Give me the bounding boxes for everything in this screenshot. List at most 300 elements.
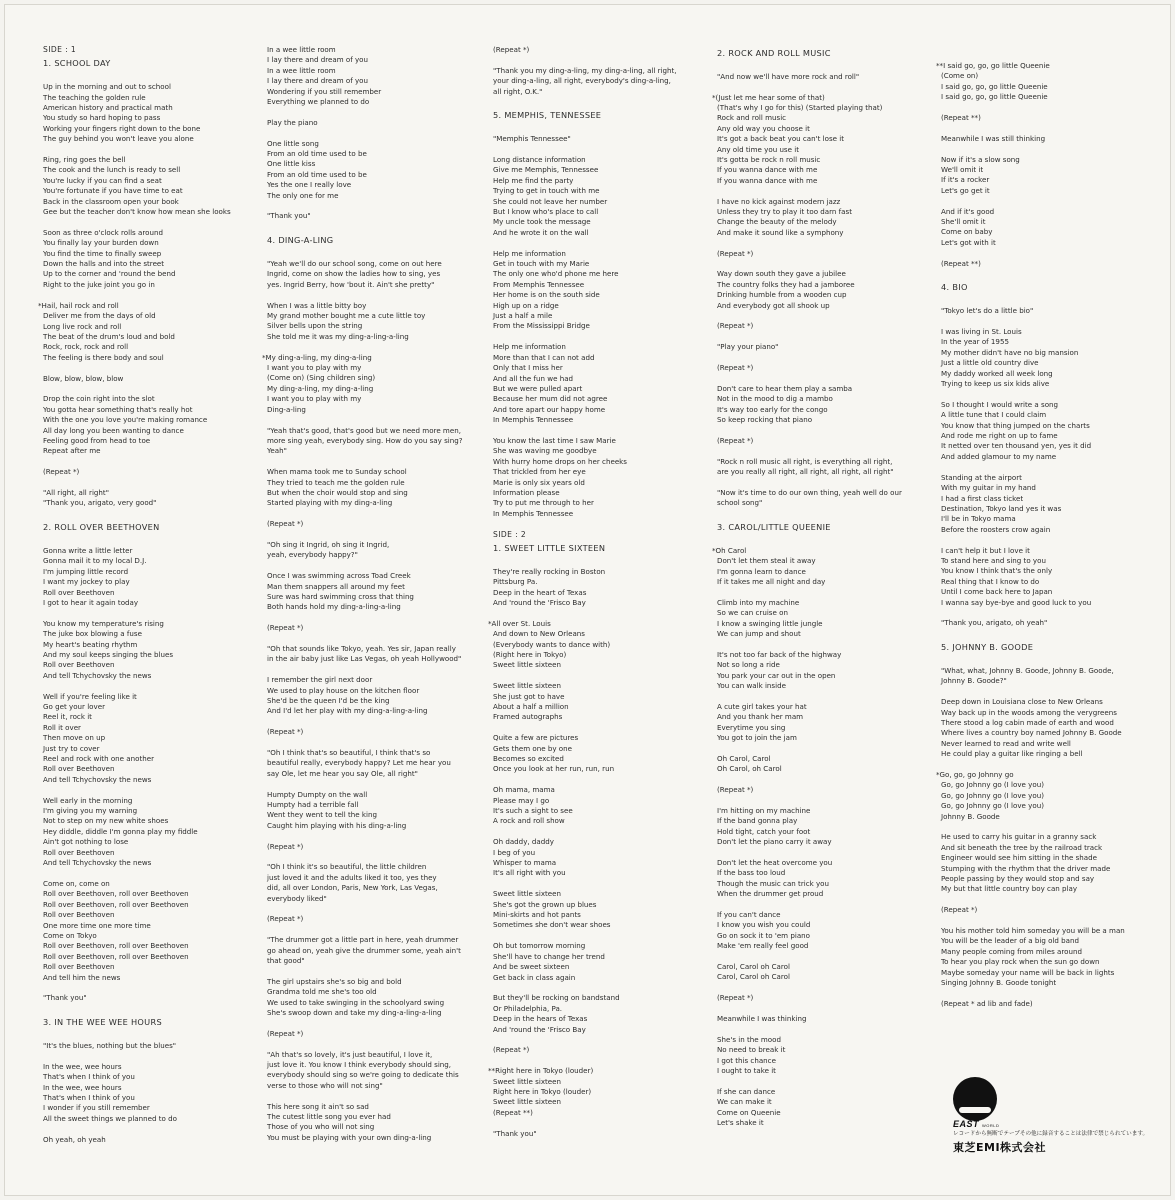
lyric-line: To stand here and sing to you bbox=[941, 555, 1046, 565]
lyric-line: Soon as three o'clock rolls around bbox=[43, 227, 163, 237]
lyric-line: Roll over Beethoven bbox=[43, 962, 115, 972]
lyric-line: And make it sound like a symphony bbox=[717, 227, 844, 237]
lyric-line: Johnny B. Goode bbox=[941, 811, 1000, 821]
blank-line bbox=[267, 1091, 481, 1101]
lyric-line: "Oh sing it Ingrid, oh sing it Ingrid, bbox=[267, 539, 390, 549]
lyric-line: "Thank you my ding-a-ling, my ding-a-ling, all right, bbox=[493, 65, 677, 75]
blank-line bbox=[717, 332, 933, 342]
blank-line bbox=[267, 665, 481, 675]
lyric-line: Climb into my machine bbox=[717, 597, 800, 607]
lyric-line: (Repeat *) bbox=[717, 248, 754, 258]
lyric-line: I lay there and dream of you bbox=[267, 55, 369, 65]
lyric-line: American history and practical math bbox=[43, 103, 173, 113]
lyric-line: A little tune that I could claim bbox=[941, 410, 1047, 420]
lyric-line: Oh mama, mama bbox=[493, 785, 555, 795]
lyric-line: Way down south they gave a jubilee bbox=[717, 269, 846, 279]
lyric-line: And he wrote it on the wall bbox=[493, 227, 589, 237]
lyric-line: I wonder if you still remember bbox=[43, 1103, 150, 1113]
blank-line bbox=[941, 144, 1157, 154]
lyric-line: You gotta hear something that's really hot bbox=[43, 404, 193, 414]
lyric-line: Working your fingers right down to the bone bbox=[43, 123, 201, 133]
lyric-line: Well early in the morning bbox=[43, 795, 133, 805]
lyric-line: "Thank you, arigato, oh yeah" bbox=[941, 618, 1048, 628]
lyric-line: And 'round the 'Frisco Bay bbox=[493, 1024, 586, 1034]
blank-line bbox=[43, 457, 255, 467]
lyric-line: It's all right with you bbox=[493, 868, 566, 878]
lyric-line: (Repeat *) bbox=[267, 519, 304, 529]
lyric-line: Both hands hold my ding-a-ling-a-ling bbox=[267, 602, 401, 612]
lyric-line: Real thing that I know to do bbox=[941, 576, 1040, 586]
blank-line bbox=[267, 1018, 481, 1028]
blank-line bbox=[717, 796, 933, 806]
lyric-line: (That's why I go for this) (Started playing that) bbox=[717, 103, 883, 112]
lyric-line: You can walk inside bbox=[717, 681, 786, 691]
blank-line bbox=[267, 457, 481, 467]
lyric-line: (Repeat *) bbox=[267, 914, 304, 924]
blank-line bbox=[267, 342, 481, 352]
blank-line bbox=[493, 97, 707, 107]
blank-line bbox=[941, 535, 1157, 545]
lyric-line: Roll over Beethoven bbox=[43, 764, 115, 774]
blank-line bbox=[941, 269, 1157, 279]
lyric-line: (Repeat *) bbox=[717, 993, 754, 1003]
lyric-line: Or Philadelphia, Pa. bbox=[493, 1003, 563, 1013]
lyric-line: Mini-skirts and hot pants bbox=[493, 910, 581, 920]
lyric-line: **Right here in Tokyo (louder) bbox=[488, 1066, 594, 1076]
lyric-line: Trying to keep us six kids alive bbox=[941, 379, 1050, 389]
lyric-line: "What, what, Johnny B. Goode, Johnny B. Goode, bbox=[941, 665, 1114, 675]
lyric-line: And if it's good bbox=[941, 206, 995, 216]
lyric-line: I know you wish you could bbox=[717, 920, 811, 930]
lyric-line: She'll omit it bbox=[941, 217, 986, 227]
blank-line bbox=[717, 425, 933, 435]
lyric-line: Get in touch with my Marie bbox=[493, 259, 590, 269]
lyric-line: From the Mississippi Bridge bbox=[493, 321, 590, 331]
lyric-line: She'll have to change her trend bbox=[493, 951, 605, 961]
lyric-line: In the year of 1955 bbox=[941, 337, 1009, 347]
lyric-line: Feeling good from head to toe bbox=[43, 435, 151, 445]
lyric-line: Ring, ring goes the bell bbox=[43, 155, 126, 165]
blank-line bbox=[43, 536, 255, 546]
lyric-line: (Come on) (Sing children sing) bbox=[267, 373, 376, 383]
lyric-line: Those of you who will not sing bbox=[267, 1122, 375, 1132]
blank-line bbox=[43, 608, 255, 618]
side-label: SIDE : 1 bbox=[43, 45, 77, 54]
lyric-line: Yeah" bbox=[267, 446, 287, 456]
lyric-line: In Memphis Tennessee bbox=[493, 508, 574, 518]
lyric-line: in the air baby just like Las Vegas, oh yeah Hollywood" bbox=[267, 654, 462, 664]
lyric-line: We used to play house on the kitchen floor bbox=[267, 685, 420, 695]
lyric-line: Oh but tomorrow morning bbox=[493, 941, 586, 951]
blank-line bbox=[267, 831, 481, 841]
lyric-line: Right to the juke joint you go in bbox=[43, 279, 155, 289]
lyric-line: We can make it bbox=[717, 1097, 772, 1107]
lyric-line: High up on a ridge bbox=[493, 300, 559, 310]
lyric-line: The juke box blowing a fuse bbox=[43, 629, 142, 639]
lyric-line: (Repeat * ad lib and fade) bbox=[941, 998, 1033, 1008]
blank-line bbox=[941, 988, 1157, 998]
lyric-line: your ding-a-ling, all right, everybody's ding-a-ling, bbox=[493, 76, 671, 86]
blank-line bbox=[43, 290, 255, 300]
song-title: 5. JOHNNY B. GOODE bbox=[941, 642, 1034, 653]
lyric-line: Play the piano bbox=[267, 117, 318, 127]
blank-line bbox=[717, 775, 933, 785]
lyric-line: Rock, rock, rock and roll bbox=[43, 342, 129, 352]
lyric-line: There stood a log cabin made of earth and wood bbox=[941, 717, 1114, 727]
lyric-line: The feeling is there body and soul bbox=[43, 352, 164, 362]
lyrics-column-2 bbox=[262, 45, 481, 1143]
blank-line bbox=[941, 462, 1157, 472]
lyric-line: yeah, everybody happy?" bbox=[267, 550, 358, 560]
lyric-line: Gonna write a little letter bbox=[43, 545, 133, 555]
lyric-line: Hey diddle, diddle I'm gonna play my fiddle bbox=[43, 826, 198, 836]
lyric-line: Whisper to mama bbox=[493, 858, 557, 868]
lyric-line: Started playing with my ding-a-ling bbox=[267, 498, 393, 508]
lyric-line: Ingrid, come on show the ladies how to sing, yes bbox=[267, 269, 441, 279]
lyric-line: I said go, go, go little Queenie bbox=[941, 92, 1048, 102]
lyric-line: "Thank you" bbox=[267, 211, 311, 221]
blank-line bbox=[717, 259, 933, 269]
lyric-line: *Hail, hail rock and roll bbox=[38, 300, 119, 310]
lyric-line: Well if you're feeling like it bbox=[43, 691, 137, 701]
blank-line bbox=[941, 389, 1157, 399]
lyric-line: You got to join the jam bbox=[717, 733, 797, 743]
blank-line bbox=[941, 916, 1157, 926]
lyric-line: You must be playing with your own ding-a-ling bbox=[267, 1132, 432, 1142]
lyric-line: My uncle took the message bbox=[493, 217, 591, 227]
lyric-line: But I know who's place to call bbox=[493, 207, 599, 217]
blank-line bbox=[493, 671, 707, 681]
lyric-line: The cook and the lunch is ready to sell bbox=[43, 165, 181, 175]
lyric-line: Come on, come on bbox=[43, 878, 110, 888]
blank-line bbox=[267, 925, 481, 935]
lyric-line: About a half a million bbox=[493, 702, 569, 712]
blank-line bbox=[717, 640, 933, 650]
lyric-line: Oh yeah, oh yeah bbox=[43, 1134, 106, 1144]
blank-line bbox=[717, 446, 933, 456]
song-title: 2. ROLL OVER BEETHOVEN bbox=[43, 522, 160, 533]
blank-line bbox=[941, 196, 1157, 206]
lyric-line: Singing Johnny B. Goode tonight bbox=[941, 978, 1057, 988]
lyric-line: *All over St. Louis bbox=[488, 618, 551, 628]
lyric-line: Wondering if you still remember bbox=[267, 86, 382, 96]
lyric-line: Deep in the heart of Texas bbox=[493, 587, 587, 597]
lyric-line: And tore apart our happy home bbox=[493, 404, 606, 414]
lyric-line: "The drummer got a little part in here, yeah drummer bbox=[267, 935, 459, 945]
lyric-line: (Repeat *) bbox=[267, 727, 304, 737]
label-brand-name: EAST bbox=[953, 1119, 980, 1129]
lyric-line: Don't let the heat overcome you bbox=[717, 857, 833, 867]
lyric-line: And be sweet sixteen bbox=[493, 962, 570, 972]
lyric-line: Caught him playing with his ding-a-ling bbox=[267, 820, 407, 830]
lyric-line: In the wee, wee hours bbox=[43, 1061, 122, 1071]
lyric-line: I'm giving you my warning bbox=[43, 806, 138, 816]
lyric-line: "It's the blues, nothing but the blues" bbox=[43, 1040, 177, 1050]
lyric-line: Go, go Johnny go (I love you) bbox=[941, 780, 1044, 790]
blank-line bbox=[941, 687, 1157, 697]
blank-line bbox=[267, 738, 481, 748]
lyric-line: Roll over Beethoven bbox=[43, 587, 115, 597]
blank-line bbox=[493, 519, 707, 529]
lyrics-column-3 bbox=[488, 45, 707, 1139]
blank-line bbox=[493, 827, 707, 837]
lyric-line: You will be the leader of a big old band bbox=[941, 936, 1080, 946]
blank-line bbox=[717, 744, 933, 754]
lyric-line: I have no kick against modern jazz bbox=[717, 196, 841, 206]
lyric-line: If you wanna dance with me bbox=[717, 175, 818, 185]
lyric-line: Everytime you sing bbox=[717, 722, 786, 732]
lyric-line: You're lucky if you can find a seat bbox=[43, 175, 162, 185]
song-title: 2. ROCK AND ROLL MUSIC bbox=[717, 48, 831, 58]
blank-line bbox=[717, 900, 933, 910]
lyric-line: Let's go get it bbox=[941, 185, 990, 195]
lyric-line: It's way too early for the congo bbox=[717, 404, 828, 414]
lyric-line: And tell Tchychovsky the news bbox=[43, 858, 152, 868]
lyric-line: Silver bells upon the string bbox=[267, 321, 363, 331]
lyric-line: One more time one more time bbox=[43, 920, 151, 930]
lyric-line: "All right, all right" bbox=[43, 487, 109, 497]
lyric-line: If the bass too loud bbox=[717, 868, 786, 878]
blank-line bbox=[493, 426, 707, 436]
lyric-line: Go, go Johnny go (I love you) bbox=[941, 790, 1044, 800]
lyric-line: Hold tight, catch your foot bbox=[717, 826, 811, 836]
lyric-line: You know the last time I saw Marie bbox=[493, 435, 616, 445]
lyric-line: Johnny B. Goode?" bbox=[941, 676, 1007, 686]
lyric-line: I wanna say bye-bye and good luck to you bbox=[941, 597, 1092, 607]
blank-line bbox=[493, 608, 707, 618]
blank-line bbox=[267, 107, 481, 117]
lyric-line: "And now we'll have more rock and roll" bbox=[717, 71, 860, 81]
lyric-line: I'm hitting on my machine bbox=[717, 805, 811, 815]
lyric-line: Humpty Dumpty on the wall bbox=[267, 789, 368, 799]
lyric-line: (Repeat *) bbox=[267, 1028, 304, 1038]
lyric-line: Everything we planned to do bbox=[267, 97, 370, 107]
lyric-line: Come on Queenie bbox=[717, 1107, 781, 1117]
lyric-line: more sing yeah, everybody sing. How do you say sing? bbox=[267, 435, 463, 445]
lyric-line: Roll over Beethoven bbox=[43, 660, 115, 670]
blank-line bbox=[267, 613, 481, 623]
lyrics-column-4 bbox=[712, 45, 933, 1128]
lyric-line: Her home is on the south side bbox=[493, 290, 600, 300]
blank-line bbox=[717, 588, 933, 598]
blank-line bbox=[717, 952, 933, 962]
lyric-line: Deep in the hears of Texas bbox=[493, 1014, 588, 1024]
lyric-line: (Everybody wants to dance with) bbox=[493, 639, 611, 649]
lyric-line: Marie is only six years old bbox=[493, 477, 585, 487]
blank-line bbox=[493, 1035, 707, 1045]
lyric-line: I was living in St. Louis bbox=[941, 327, 1022, 337]
lyric-line: My heart's beating rhythm bbox=[43, 639, 138, 649]
blank-line bbox=[43, 868, 255, 878]
label-brand bbox=[953, 1119, 999, 1129]
lyric-line: To hear you play rock when the sun go down bbox=[941, 957, 1100, 967]
lyric-line: And sit beneath the tree by the railroad track bbox=[941, 842, 1103, 852]
lyric-line: Up to the corner and 'round the bend bbox=[43, 269, 176, 279]
lyric-line: Reel it, rock it bbox=[43, 712, 92, 722]
lyric-line: From an old time used to be bbox=[267, 169, 367, 179]
lyric-line: go ahead on, yeah give the drummer some, yeah ain't bbox=[267, 945, 461, 955]
lyric-line: Before the roosters crow again bbox=[941, 524, 1051, 534]
blank-line bbox=[43, 363, 255, 373]
blank-line bbox=[267, 779, 481, 789]
lyric-line: Change the beauty of the melody bbox=[717, 217, 837, 227]
lyric-line: Maybe someday your name will be back in lights bbox=[941, 967, 1115, 977]
lyric-line: did, all over London, Paris, New York, Las Vegas, bbox=[267, 883, 438, 893]
lyric-line: All the sweet things we planned to do bbox=[43, 1113, 177, 1123]
blank-line bbox=[267, 530, 481, 540]
blank-line bbox=[717, 1004, 933, 1014]
lyric-line: "Ah that's so lovely, it's just beautiful, I love it, bbox=[267, 1049, 433, 1059]
lyrics-column-1 bbox=[38, 45, 255, 1145]
blank-line bbox=[267, 128, 481, 138]
blank-line bbox=[717, 61, 933, 71]
lyric-line: Roll over Beethoven, roll over Beethoven bbox=[43, 951, 189, 961]
lyric-line: The country folks they had a jamboree bbox=[717, 279, 855, 289]
lyric-line: It's gotta be rock n roll music bbox=[717, 155, 821, 165]
lyric-line: Becomes so excited bbox=[493, 754, 564, 764]
blank-line bbox=[941, 103, 1157, 113]
lyric-line: just loved it and the adults liked it too, yes they bbox=[267, 872, 437, 882]
lyric-line: I beg of you bbox=[493, 847, 536, 857]
lyric-line: Meanwhile I was thinking bbox=[717, 1013, 807, 1023]
blank-line bbox=[267, 1039, 481, 1049]
lyric-line: verse to those who will not sing" bbox=[267, 1080, 383, 1090]
lyric-line: And my soul keeps singing the blues bbox=[43, 649, 174, 659]
lyric-line: "Tokyo let's do a little bio" bbox=[941, 306, 1034, 316]
lyric-line: She'd be the queen I'd be the king bbox=[267, 695, 390, 705]
lyric-line: "Thank you, arigato, very good" bbox=[43, 498, 157, 508]
lyric-line: Long distance information bbox=[493, 155, 586, 164]
lyric-line: You park your car out in the open bbox=[717, 670, 836, 680]
lyric-line: Once I was swimming across Toad Creek bbox=[267, 571, 411, 581]
blank-line bbox=[267, 852, 481, 862]
lyric-line: When the drummer get proud bbox=[717, 889, 824, 899]
lyric-line: But when the choir would stop and sing bbox=[267, 487, 408, 497]
blank-line bbox=[493, 879, 707, 889]
lyric-line: everybody should sing so we're going to dedicate this bbox=[267, 1070, 459, 1080]
lyric-line: That trickled from her eye bbox=[493, 467, 586, 477]
lyric-line: Went they went to tell the king bbox=[267, 810, 377, 820]
lyric-line: say Ole, let me hear you say Ole, all right" bbox=[267, 768, 418, 778]
lyric-line: Help me information bbox=[493, 248, 566, 258]
lyric-line: We used to take swinging in the schoolyard swing bbox=[267, 997, 445, 1007]
song-title: 4. DING-A-LING bbox=[267, 235, 334, 246]
song-title: 1. SCHOOL DAY bbox=[43, 58, 111, 69]
lyric-line: That's when I think of you bbox=[43, 1072, 135, 1082]
lyric-line: Ding-a-ling bbox=[267, 404, 306, 414]
side-label: SIDE : 2 bbox=[493, 529, 527, 539]
lyric-line: Until I come back here to Japan bbox=[941, 587, 1053, 597]
blank-line bbox=[493, 55, 707, 65]
lyric-line: And tell Tchychovsky the news bbox=[43, 774, 152, 784]
lyric-line: Sweet little sixteen bbox=[493, 1097, 562, 1107]
lyric-line: Down the halls and into the street bbox=[43, 259, 165, 269]
lyric-line: Quite a few are pictures bbox=[493, 733, 579, 743]
lyric-line: school song" bbox=[717, 498, 763, 508]
lyric-line: Gets them one by one bbox=[493, 743, 573, 753]
lyric-line: I said go, go, go little Queenie bbox=[941, 81, 1048, 91]
lyric-line: Roll over Beethoven, roll over Beethoven bbox=[43, 941, 189, 951]
lyric-line: Humpty had a terrible fall bbox=[267, 799, 359, 809]
lyric-line: Only that I miss her bbox=[493, 363, 563, 373]
blank-line bbox=[493, 332, 707, 342]
lyric-line: I know a swinging little jungle bbox=[717, 618, 823, 628]
lyric-line: The only one who'd phone me here bbox=[493, 269, 619, 279]
song-title: 4. BIO bbox=[941, 282, 968, 293]
lyric-line: When mama took me to Sunday school bbox=[267, 467, 407, 477]
lyric-line: Carol, Carol oh Carol bbox=[717, 961, 790, 971]
lyric-line: My ding-a-ling, my ding-a-ling bbox=[267, 383, 374, 393]
lyric-line: If you can't dance bbox=[717, 909, 781, 919]
blank-line bbox=[717, 82, 933, 92]
blank-line bbox=[717, 509, 933, 519]
lyric-line: "Thank you" bbox=[43, 993, 87, 1003]
lyric-line: "Oh I think that's so beautiful, I think that's so bbox=[267, 747, 431, 757]
blank-line bbox=[717, 353, 933, 363]
blank-line bbox=[941, 123, 1157, 133]
lyric-line: Go get your lover bbox=[43, 702, 105, 711]
lyric-line: Sometimes she don't wear shoes bbox=[493, 920, 611, 930]
lyric-line: (Repeat *) bbox=[717, 435, 754, 445]
lyric-line: And down to New Orleans bbox=[493, 629, 585, 639]
blank-line bbox=[941, 317, 1157, 327]
blank-line bbox=[267, 509, 481, 519]
lyric-line: (Repeat **) bbox=[941, 113, 981, 123]
lyric-line: It's such a sight to see bbox=[493, 806, 573, 816]
lyric-line: The teaching the golden rule bbox=[43, 92, 146, 102]
lyric-line: "Oh that sounds like Tokyo, yeah. Yes sir, Japan really bbox=[267, 643, 456, 653]
blank-line bbox=[267, 201, 481, 211]
lyric-line: We can jump and shout bbox=[717, 629, 801, 639]
lyric-line: Way back up in the woods among the verygreens bbox=[941, 707, 1117, 717]
lyric-line: (Repeat *) bbox=[267, 841, 304, 851]
lyric-line: just love it. You know I think everybody should sing, bbox=[267, 1060, 452, 1070]
lyric-line: From Memphis Tennessee bbox=[493, 279, 585, 289]
lyric-line: No need to break it bbox=[717, 1045, 786, 1055]
lyric-line: Unless they try to play it too darn fast bbox=[717, 207, 853, 217]
lyric-line: that good" bbox=[267, 956, 305, 965]
lyric-line: I had a first class ticket bbox=[941, 493, 1024, 503]
blank-line bbox=[43, 1124, 255, 1134]
lyric-line: Ain't got nothing to lose bbox=[43, 837, 129, 847]
lyric-line: Not in the mood to dig a mambo bbox=[717, 394, 833, 404]
lyric-line: Don't let them steal it away bbox=[717, 556, 816, 566]
lyric-line: Back in the classroom open your book bbox=[43, 196, 179, 206]
lyric-sheet bbox=[4, 4, 1171, 1196]
blank-line bbox=[493, 556, 707, 566]
lyric-line: I lay there and dream of you bbox=[267, 76, 369, 86]
lyric-line: Drinking humble from a wooden cup bbox=[717, 290, 847, 300]
blank-line bbox=[941, 656, 1157, 666]
lyric-line: And tell him the news bbox=[43, 972, 121, 982]
lyric-line: Come on baby bbox=[941, 227, 993, 237]
lyric-line: In the wee, wee hours bbox=[43, 1082, 122, 1092]
blank-line bbox=[43, 217, 255, 227]
blank-line bbox=[493, 1118, 707, 1128]
lyric-line: They're really rocking in Boston bbox=[493, 566, 606, 576]
lyric-line: Sweet little sixteen bbox=[493, 660, 562, 670]
lyric-line: "Oh I think it's so beautiful, the little children bbox=[267, 862, 427, 872]
lyric-line: (Right here in Tokyo) bbox=[493, 650, 567, 659]
lyric-line: He used to carry his guitar in a granny sack bbox=[941, 832, 1097, 842]
lyric-line: I got this chance bbox=[717, 1055, 776, 1065]
lyric-line: Destination, Tokyo land yes it was bbox=[941, 503, 1062, 513]
lyric-line: He could play a guitar like ringing a bell bbox=[941, 749, 1083, 759]
lyric-line: You find the time to finally sweep bbox=[43, 248, 162, 258]
song-title: 3. CAROL/LITTLE QUEENIE bbox=[717, 522, 831, 533]
lyric-line: So keep rocking that piano bbox=[717, 415, 813, 425]
lyric-line: (Repeat **) bbox=[493, 1107, 533, 1117]
